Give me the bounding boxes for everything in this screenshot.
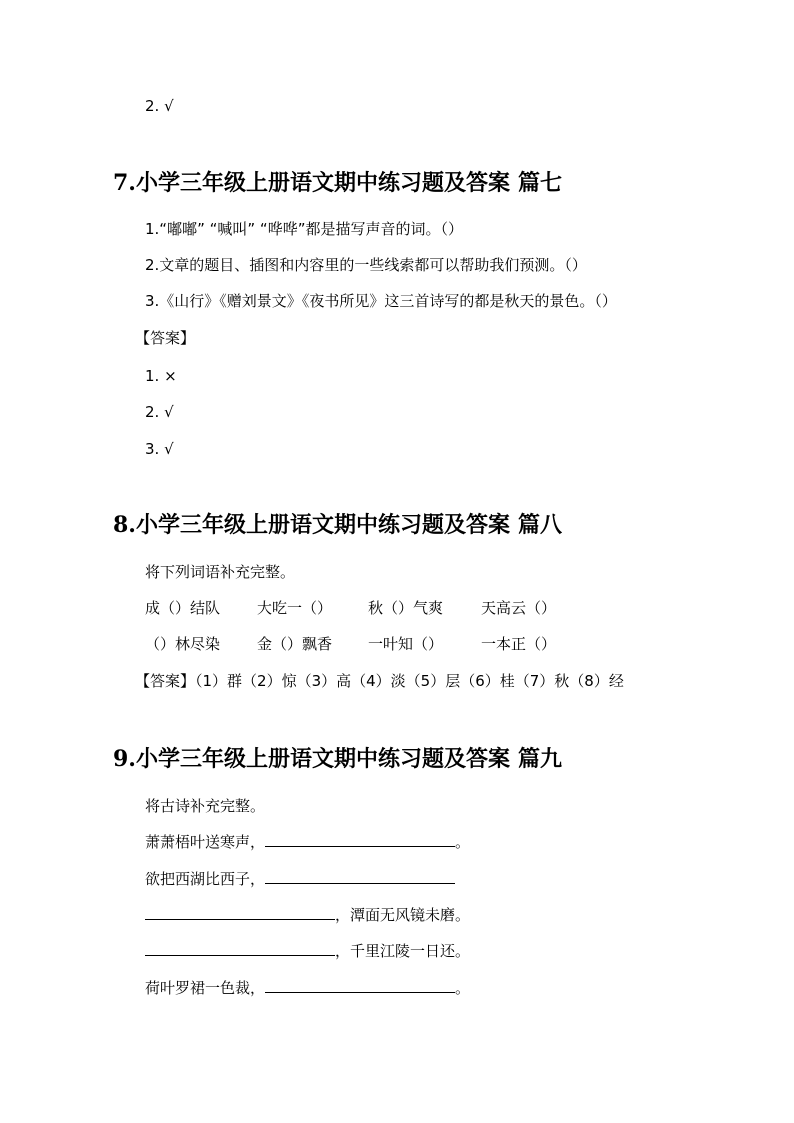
section-7-question-3: 3.《山行》《赠刘景文》《夜书所见》这三首诗写的都是秋天的景色。（） — [145, 292, 617, 310]
poem-line-3 — [145, 905, 470, 925]
poem-line-5 — [145, 978, 470, 998]
section-7-answer-3: 3. √ — [145, 440, 174, 458]
poem-line-4 — [145, 941, 470, 961]
section-8-word-2: 大吃一（） — [257, 599, 333, 617]
section-9-number: 9. — [113, 746, 136, 772]
previous-answer-2: 2. √ — [145, 97, 174, 115]
poem-line-5-end: 。 — [455, 979, 471, 997]
section-8-word-7: 一叶知（） — [368, 635, 444, 653]
section-7-heading — [113, 168, 562, 198]
poem-line-1-end: 。 — [455, 833, 471, 851]
poem-line-5-blank — [265, 978, 455, 993]
poem-line-3-blank — [145, 905, 335, 920]
section-9-title: 小学三年级上册语文期中练习题及答案 — [135, 746, 510, 772]
poem-line-1-blank — [265, 832, 455, 847]
poem-line-4-text: ，千里江陵一日还。 — [335, 942, 471, 960]
section-8-word-1: 成（）结队 — [145, 599, 221, 617]
section-8-instruction: 将下列词语补充完整。 — [145, 563, 296, 581]
section-9-heading — [113, 744, 562, 774]
section-7-title: 小学三年级上册语文期中练习题及答案 — [135, 170, 510, 196]
section-8-number: 8. — [113, 512, 136, 538]
section-7-question-2: 2.文章的题目、插图和内容里的一些线索都可以帮助我们预测。（） — [145, 256, 587, 274]
section-7-question-1: 1.“嘟嘟” “喊叫” “哗哗”都是描写声音的词。（） — [145, 220, 463, 238]
section-8-title: 小学三年级上册语文期中练习题及答案 — [135, 512, 510, 538]
poem-line-3-text: ，潭面无风镜未磨。 — [335, 906, 471, 924]
section-7-answer-label: 【答案】 — [135, 329, 196, 347]
poem-line-2 — [145, 869, 455, 889]
poem-line-4-blank — [145, 941, 335, 956]
section-7-number: 7. — [113, 170, 136, 196]
section-8-answer: 【答案】（1）群（2）惊（3）高（4）淡（5）层（6）桂（7）秋（8）经 — [135, 672, 624, 690]
section-8-word-8: 一本正（） — [481, 635, 557, 653]
section-8-word-3: 秋（）气爽 — [368, 599, 444, 617]
section-8-word-6: 金（）飘香 — [257, 635, 333, 653]
section-9-suffix: 篇九 — [517, 746, 562, 772]
poem-line-2-blank — [265, 869, 455, 884]
section-7-suffix: 篇七 — [517, 170, 562, 196]
section-8-suffix: 篇八 — [517, 512, 562, 538]
section-7-answer-2: 2. √ — [145, 403, 174, 421]
section-7-answer-1: 1. × — [145, 367, 177, 385]
poem-line-5-text: 荷叶罗裙一色裁， — [145, 979, 266, 997]
section-9-instruction: 将古诗补充完整。 — [145, 797, 266, 815]
section-8-word-4: 天高云（） — [481, 599, 557, 617]
poem-line-1-text: 萧萧梧叶送寒声， — [145, 833, 266, 851]
section-8-heading — [113, 510, 562, 540]
poem-line-1 — [145, 832, 470, 852]
poem-line-2-text: 欲把西湖比西子， — [145, 870, 266, 888]
section-8-word-5: （）林尽染 — [145, 635, 221, 653]
